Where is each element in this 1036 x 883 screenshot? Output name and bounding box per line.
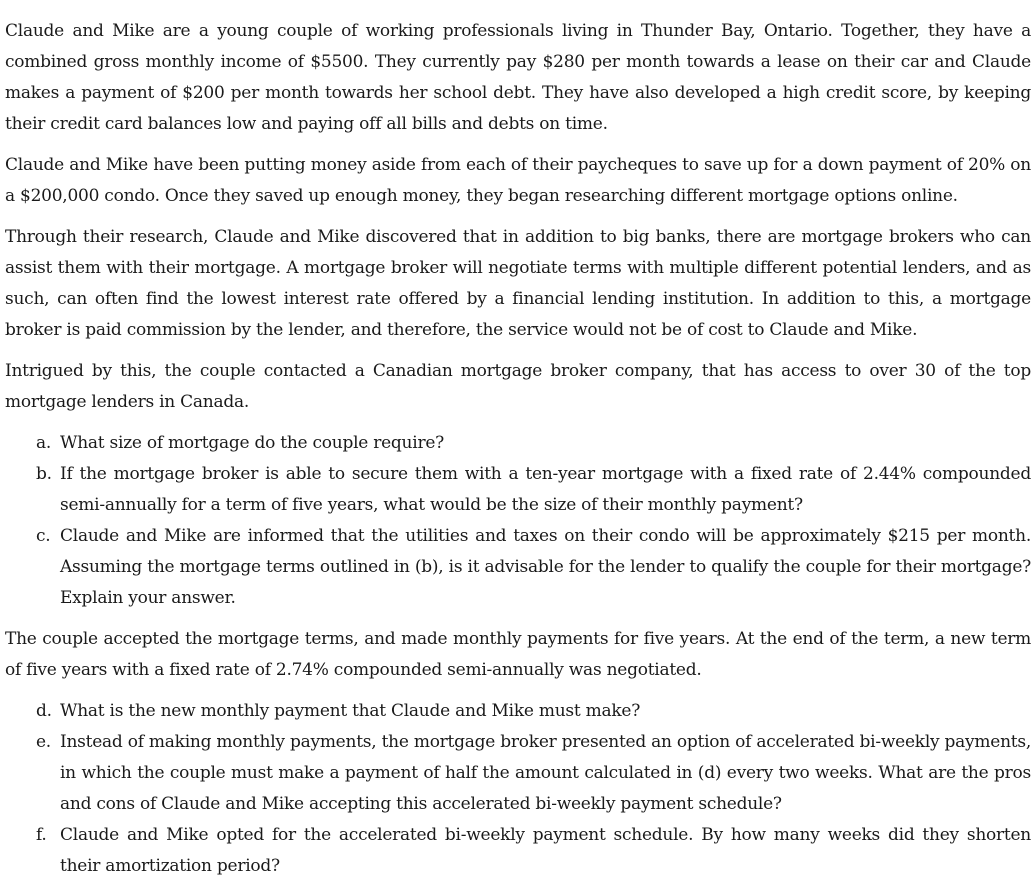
question-letter: b.	[36, 464, 52, 484]
paragraph-new-term: The couple accepted the mortgage terms, and made monthly payments for five years. At the end of the term, a new term of five years with a fixed rate of 2.74% compounded semi-annually was negotiated.	[5, 629, 1031, 680]
list-item	[36, 521, 1031, 614]
question-text: Claude and Mike opted for the accelerated bi-weekly payment schedule. By how many weeks did they shorten their amortization period?	[60, 825, 1031, 876]
question-text: Instead of making monthly payments, the mortgage broker presented an option of accelerated bi-weekly payments, in which the couple must make a payment of half the amount calculated in (d) every two weeks. What are the pros and cons of Claude and Mike accepting this accelerated bi-weekly payment schedule?	[60, 732, 1031, 814]
question-list-second	[5, 696, 1031, 882]
list-item	[36, 727, 1031, 820]
question-letter: d.	[36, 701, 52, 721]
question-letter: c.	[36, 526, 51, 546]
question-letter: a.	[36, 433, 52, 453]
paragraph-broker-contact: Intrigued by this, the couple contacted a Canadian mortgage broker company, that has access to over 30 of the top mortgage lenders in Canada.	[5, 361, 1031, 412]
question-list-first	[5, 428, 1031, 614]
question-text: What size of mortgage do the couple require?	[60, 433, 444, 453]
list-item	[36, 428, 1031, 459]
list-item	[36, 459, 1031, 521]
question-letter: f.	[36, 825, 47, 845]
paragraph-savings: Claude and Mike have been putting money aside from each of their paycheques to save up for a down payment of 20% on a $200,000 condo. Once they saved up enough money, they began researching different mortgage options online.	[5, 155, 1031, 206]
paragraph-intro: Claude and Mike are a young couple of working professionals living in Thunder Bay, Ontario. Together, they have a combined gross monthly income of $5500. They currently pay $280 per month towards a lease on their car and Claude makes a payment of $200 per month towards her school debt. They have also developed a high credit score, by keeping their credit card balances low and paying off all bills and debts on time.	[5, 21, 1031, 134]
list-item	[36, 820, 1031, 882]
paragraph-broker-research: Through their research, Claude and Mike discovered that in addition to big banks, there are mortgage brokers who can assist them with their mortgage. A mortgage broker will negotiate terms with multiple different potential lenders, and as such, can often find the lowest interest rate offered by a financial lending institution. In addition to this, a mortgage broker is paid commission by the lender, and therefore, the service would not be of cost to Claude and Mike.	[5, 227, 1031, 340]
question-text: If the mortgage broker is able to secure them with a ten-year mortgage with a fixed rate of 2.44% compounded semi-annually for a term of five years, what would be the size of their monthly payment?	[60, 464, 1031, 515]
question-letter: e.	[36, 732, 51, 752]
question-text: What is the new monthly payment that Claude and Mike must make?	[60, 701, 641, 721]
list-item	[36, 696, 1031, 727]
question-text: Claude and Mike are informed that the utilities and taxes on their condo will be approximately $215 per month. Assuming the mortgage terms outlined in (b), is it advisable for the lender to qualify the couple for their mortgage? Explain your answer.	[60, 526, 1031, 608]
